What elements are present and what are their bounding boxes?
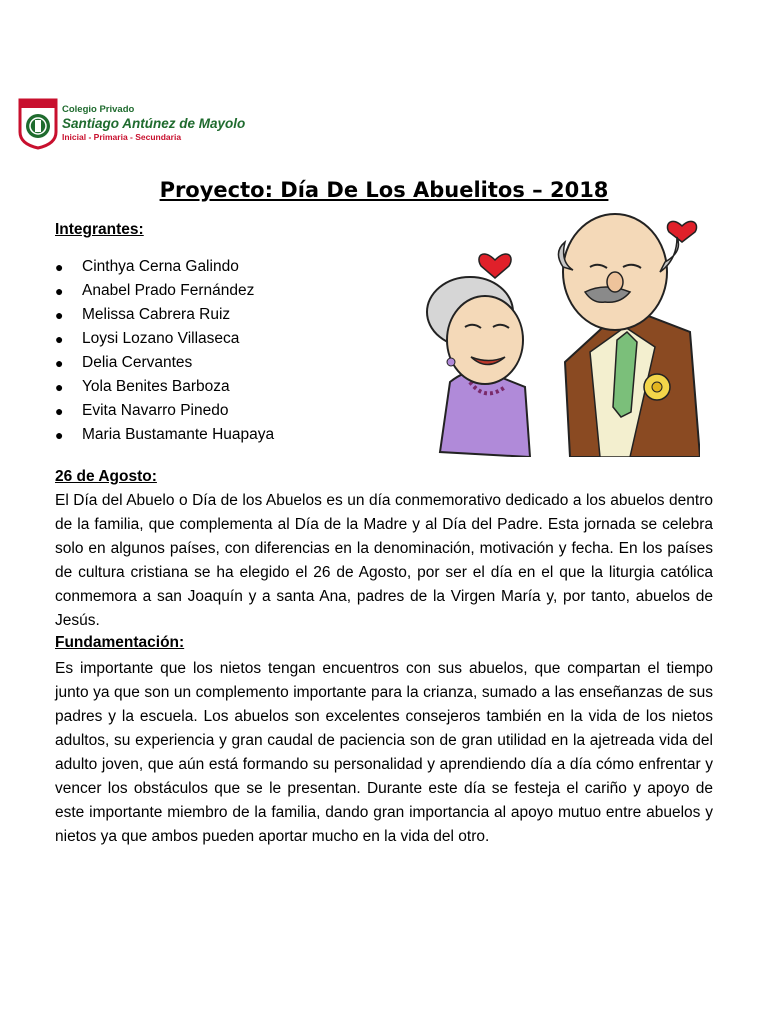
- bullet-icon: ●: [55, 283, 64, 299]
- section-date-text: El Día del Abuelo o Día de los Abuelos es un día conmemorativo dedicado a los abuelos dentro de la familia, que complementa al Día de la Madre y al Día del Padre. Esta jornada se celebra solo en algunos países, con diferencias en la denominación, motivación y fecha. En los países de cultura cristiana se ha elegido el 26 de Agosto, por ser el día en el que la liturgia católica conmemora a san Joaquín y a santa Ana, padres de la Virgen María y, por tanto, abuelos de Jesús.: [55, 492, 713, 629]
- member-name: Maria Bustamante Huapaya: [82, 426, 275, 443]
- grandparents-illustration-icon: [415, 212, 700, 457]
- school-logo: [18, 98, 246, 150]
- logo-line-1: Colegio Privado: [62, 104, 135, 115]
- bullet-icon: ●: [55, 307, 64, 323]
- school-shield-icon: [18, 98, 58, 150]
- fundamentacion-label: Fundamentación:: [55, 634, 185, 651]
- section-date-label: 26 de Agosto:: [55, 468, 157, 485]
- bullet-icon: ●: [55, 331, 64, 347]
- member-name: Loysi Lozano Villaseca: [82, 330, 240, 347]
- member-name: Melissa Cabrera Ruiz: [82, 306, 231, 323]
- member-name: Delia Cervantes: [82, 354, 193, 371]
- integrantes-label: Integrantes:: [55, 221, 144, 238]
- bullet-icon: ●: [55, 403, 64, 419]
- logo-levels: Inicial - Primaria - Secundaria: [62, 132, 182, 142]
- bullet-icon: ●: [55, 355, 64, 371]
- fundamentacion-text: Es importante que los nietos tengan encuentros con sus abuelos, que compartan el tiempo junto ya que son un complemento importante para la crianza, sumado a las enseñanzas de sus padres y la escuela. Los abuelos son excelentes consejeros también en la vida de los nietos adultos, su experiencia y gran caudal de paciencia son de gran utilidad en la ajetreada vida del adulto joven, que aún está formando su personalidad y aprendiendo día a día cómo enfrentar y vencer los obstáculos que se le presentan. Durante este día se festeja el cariño y apoyo de este importante miembro de la familia, dando gran importancia al apoyo mutuo entre abuelos y nietos ya que ambos pueden aportar mucho en la vida del otro.: [55, 660, 713, 845]
- member-name: Evita Navarro Pinedo: [82, 402, 229, 419]
- member-name: Anabel Prado Fernández: [82, 282, 255, 299]
- document-title: Proyecto: Día De Los Abuelitos – 2018: [159, 178, 609, 202]
- bullet-icon: ●: [55, 379, 64, 395]
- member-name: Cinthya Cerna Galindo: [82, 258, 239, 275]
- member-name: Yola Benites Barboza: [82, 378, 230, 395]
- logo-school-name: Santiago Antúnez de Mayolo: [62, 115, 246, 131]
- bullet-icon: ●: [55, 259, 64, 275]
- bullet-icon: ●: [55, 427, 64, 443]
